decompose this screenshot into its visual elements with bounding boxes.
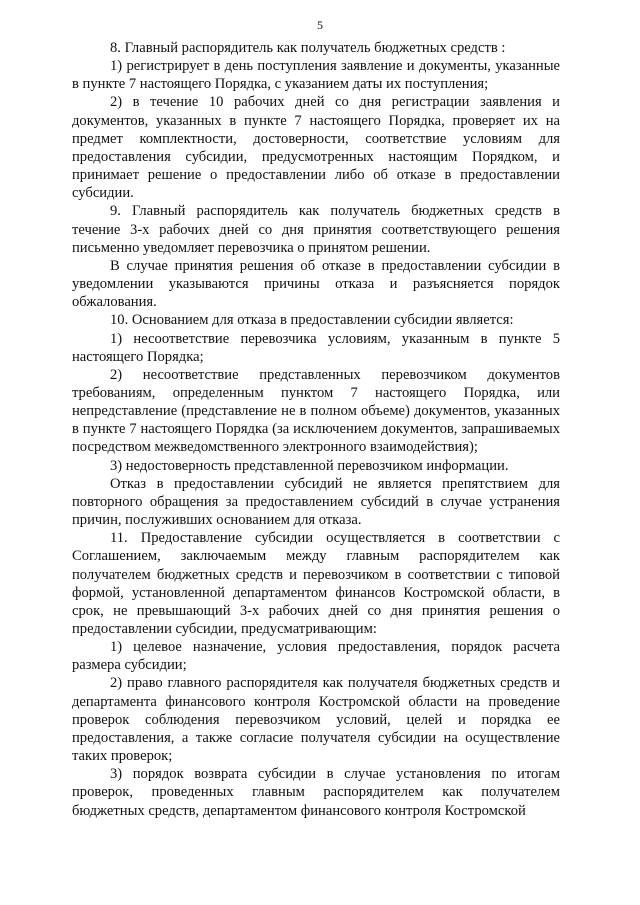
paragraph-11-item-3: 3) порядок возврата субсидии в случае установления по итогам проверок, проведенных главным распорядителем как получателем бюджетных средств, департаментом финансового контроля Костромской	[72, 766, 560, 819]
paragraph-10-heading: 10. Основанием для отказа в предоставлении субсидии является:	[110, 312, 514, 329]
paragraph-11-item-2: 2) право главного распорядителя как получателя бюджетных средств и департамента финансового контроля Костромской области на проведение проверок соблюдения перевозчиком условий, целей и порядка ее предоставления, а также согласие получателя субсидии на осуществление таких проверок;	[72, 675, 560, 765]
paragraph-10-item-2: 2) несоответствие представленных перевозчиком документов требованиям, определенным пунктом 7 настоящего Порядка, или непредставление (представление не в полном объеме) документов, указанных в пункте 7 настоящего Порядка (за исключением документов, запрашиваемых посредством межведомственного электронного взаимодействия);	[72, 366, 560, 456]
paragraph-9-refusal: В случае принятия решения об отказе в предоставлении субсидии в уведомлении указываются причины отказа и разъясняется порядок обжалования.	[72, 257, 560, 311]
paragraph-8-heading: 8. Главный распорядитель как получатель бюджетных средств :	[110, 40, 506, 56]
paragraph-11-heading: 11. Предоставление субсидии осуществляется в соответствии с Соглашением, заключаемым между главным распорядителем как получателем бюджетных средств и перевозчиком в соответствии с типовой формой, установленной департаментом финансов Костромской области, в срок, не превышающий 3-х рабочих дней со дня принятия решения о предоставлении субсидии, предусматривающим:	[72, 530, 560, 637]
paragraph-10-item-1: 1) несоответствие перевозчика условиям, указанным в пункте 5 настоящего Порядка;	[72, 330, 560, 365]
paragraph-11-item-1: 1) целевое назначение, условия предоставления, порядок расчета размера субсидии;	[72, 639, 560, 674]
paragraph-10-item-3: 3) недостоверность представленной перевозчиком информации.	[110, 457, 509, 474]
paragraph-9: 9. Главный распорядитель как получатель бюджетных средств в течение 3-х рабочих дней со дня принятия соответствующего решения письменно уведомляет перевозчика о принятом решении.	[72, 203, 560, 256]
paragraph-10-note: Отказ в предоставлении субсидий не является препятствием для повторного обращения за предоставлением субсидий в случае устранения причин, послуживших основанием для отказа.	[72, 475, 560, 529]
page-number: 5	[317, 18, 323, 32]
paragraph-8-item-1: 1) регистрирует в день поступления заявление и документы, указанные в пункте 7 настоящего Порядка, с указанием даты их поступления;	[72, 58, 560, 93]
document-body	[72, 39, 560, 820]
paragraph-8-item-2: 2) в течение 10 рабочих дней со дня регистрации заявления и документов, указанных в пункте 7 настоящего Порядка, проверяет их на предмет комплектности, достоверности, соответствие условиям для предоставления субсидии, предусмотренных настоящим Порядком, и принимает решение о предоставлении либо об отказе в предоставлении субсидии.	[72, 94, 560, 202]
